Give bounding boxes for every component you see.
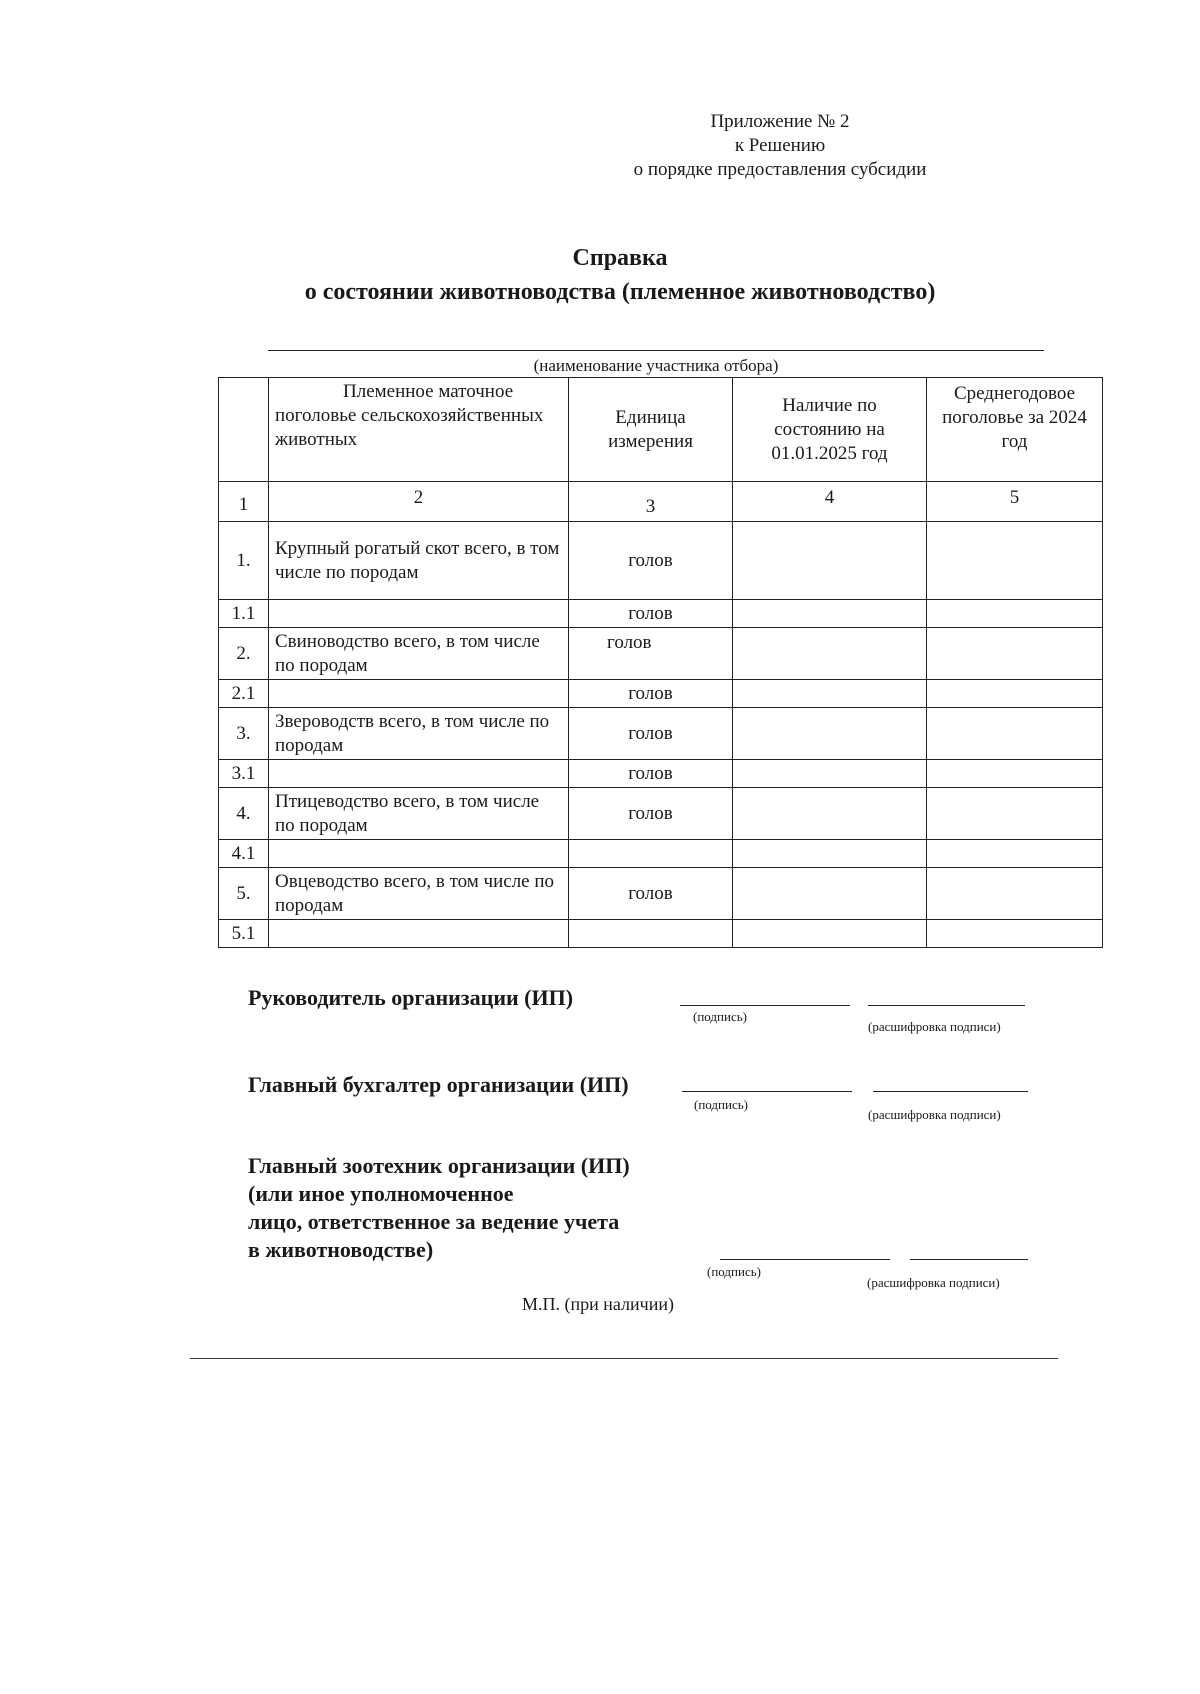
row-presence-value bbox=[733, 840, 927, 868]
row-livestock-name: Крупный рогатый скот всего, в том числе по породам bbox=[269, 522, 569, 600]
row-livestock-name bbox=[269, 760, 569, 788]
row-unit bbox=[569, 920, 733, 948]
table-row bbox=[219, 868, 1103, 920]
column-number-row bbox=[219, 482, 1103, 522]
row-unit: голов bbox=[569, 788, 733, 840]
head-signature-line[interactable] bbox=[680, 1005, 850, 1006]
participant-name-caption: (наименование участника отбора) bbox=[533, 356, 779, 375]
zootech-decode-caption: (расшифровка подписи) bbox=[867, 1275, 1000, 1290]
col-number-1: 1 bbox=[219, 482, 269, 522]
row-livestock-name: Звероводств всего, в том числе по породам bbox=[269, 708, 569, 760]
row-unit: голов bbox=[569, 628, 733, 680]
row-average-value bbox=[927, 760, 1103, 788]
row-number: 1. bbox=[219, 522, 269, 600]
head-decode-caption: (расшифровка подписи) bbox=[868, 1019, 1001, 1034]
table-row bbox=[219, 600, 1103, 628]
row-livestock-name bbox=[269, 840, 569, 868]
row-livestock-name bbox=[269, 680, 569, 708]
col-number-5: 5 bbox=[927, 482, 1103, 522]
livestock-table bbox=[218, 377, 1103, 948]
document-subtitle: о состоянии животноводства (племенное животноводство) bbox=[304, 279, 936, 305]
row-unit: голов bbox=[569, 868, 733, 920]
table-row bbox=[219, 840, 1103, 868]
table-header-row bbox=[219, 378, 1103, 482]
row-average-value bbox=[927, 680, 1103, 708]
head-signature-label: Руководитель организации (ИП) bbox=[248, 985, 574, 1010]
appendix-header bbox=[560, 110, 1000, 182]
row-livestock-name: Свиноводство всего, в том числе по породам bbox=[269, 628, 569, 680]
appendix-line-2: к Решению bbox=[734, 135, 826, 156]
accountant-signature-label: Главный бухгалтер организации (ИП) bbox=[248, 1072, 629, 1097]
stamp-place: М.П. (при наличии) bbox=[522, 1294, 674, 1314]
row-number: 3.1 bbox=[219, 760, 269, 788]
row-average-value bbox=[927, 840, 1103, 868]
table-row bbox=[219, 680, 1103, 708]
table-row bbox=[219, 628, 1103, 680]
row-number: 2.1 bbox=[219, 680, 269, 708]
col-number-2: 2 bbox=[269, 482, 569, 522]
row-number: 5. bbox=[219, 868, 269, 920]
head-signature-caption: (подпись) bbox=[693, 1009, 747, 1024]
row-number: 4.1 bbox=[219, 840, 269, 868]
appendix-line-3: о порядке предоставления субсидии bbox=[633, 159, 927, 180]
row-presence-value bbox=[733, 522, 927, 600]
row-presence-value bbox=[733, 680, 927, 708]
header-cell-presence: Наличие по состоянию на 01.01.2025 год bbox=[733, 378, 927, 482]
header-cell-index bbox=[219, 378, 269, 482]
zootech-label-line-2: (или иное уполномоченное bbox=[248, 1181, 514, 1206]
row-average-value bbox=[927, 788, 1103, 840]
document-title: Справка bbox=[572, 245, 668, 271]
row-unit: голов bbox=[569, 600, 733, 628]
accountant-signature-caption: (подпись) bbox=[694, 1097, 748, 1112]
row-unit: голов bbox=[569, 680, 733, 708]
participant-name-line bbox=[268, 350, 1044, 351]
row-unit: голов bbox=[569, 522, 733, 600]
header-cell-average: Среднегодовое поголовье за 2024 год bbox=[927, 378, 1103, 482]
row-livestock-name bbox=[269, 600, 569, 628]
zootech-signature-caption: (подпись) bbox=[707, 1264, 761, 1279]
zootech-label-line-1: Главный зоотехник организации (ИП) bbox=[248, 1153, 630, 1178]
row-number: 3. bbox=[219, 708, 269, 760]
row-number: 2. bbox=[219, 628, 269, 680]
header-cell-unit: Единица измерения bbox=[569, 378, 733, 482]
row-unit: голов bbox=[569, 760, 733, 788]
row-presence-value bbox=[733, 600, 927, 628]
zootech-signature-line[interactable] bbox=[720, 1259, 890, 1260]
row-average-value bbox=[927, 868, 1103, 920]
table-row bbox=[219, 920, 1103, 948]
row-presence-value bbox=[733, 788, 927, 840]
row-average-value bbox=[927, 522, 1103, 600]
row-livestock-name: Овцеводство всего, в том числе по породам bbox=[269, 868, 569, 920]
col-number-4: 4 bbox=[733, 482, 927, 522]
row-average-value bbox=[927, 920, 1103, 948]
row-average-value bbox=[927, 600, 1103, 628]
row-number: 4. bbox=[219, 788, 269, 840]
row-unit bbox=[569, 840, 733, 868]
row-number: 1.1 bbox=[219, 600, 269, 628]
row-presence-value bbox=[733, 868, 927, 920]
header-livestock-text: Племенное маточное поголовье сельскохозяйственных животных bbox=[275, 381, 544, 450]
zootech-signature-label bbox=[248, 1152, 630, 1264]
row-presence-value bbox=[733, 708, 927, 760]
table-row bbox=[219, 708, 1103, 760]
table-row bbox=[219, 760, 1103, 788]
bottom-divider bbox=[190, 1358, 1058, 1359]
zootech-decode-line[interactable] bbox=[910, 1259, 1028, 1260]
row-presence-value bbox=[733, 760, 927, 788]
head-decode-line[interactable] bbox=[868, 1005, 1025, 1006]
header-cell-livestock bbox=[269, 378, 569, 482]
row-livestock-name: Птицеводство всего, в том числе по породам bbox=[269, 788, 569, 840]
row-average-value bbox=[927, 708, 1103, 760]
row-presence-value bbox=[733, 628, 927, 680]
accountant-decode-line[interactable] bbox=[873, 1091, 1028, 1092]
table-row bbox=[219, 788, 1103, 840]
appendix-line-1: Приложение № 2 bbox=[710, 111, 850, 132]
accountant-decode-caption: (расшифровка подписи) bbox=[868, 1107, 1001, 1122]
zootech-label-line-4: в животноводстве) bbox=[248, 1237, 434, 1262]
row-average-value bbox=[927, 628, 1103, 680]
row-presence-value bbox=[733, 920, 927, 948]
zootech-label-line-3: лицо, ответственное за ведение учета bbox=[248, 1209, 620, 1234]
table-row bbox=[219, 522, 1103, 600]
row-number: 5.1 bbox=[219, 920, 269, 948]
row-livestock-name bbox=[269, 920, 569, 948]
col-number-3: 3 bbox=[569, 482, 733, 522]
row-unit: голов bbox=[569, 708, 733, 760]
accountant-signature-line[interactable] bbox=[682, 1091, 852, 1092]
